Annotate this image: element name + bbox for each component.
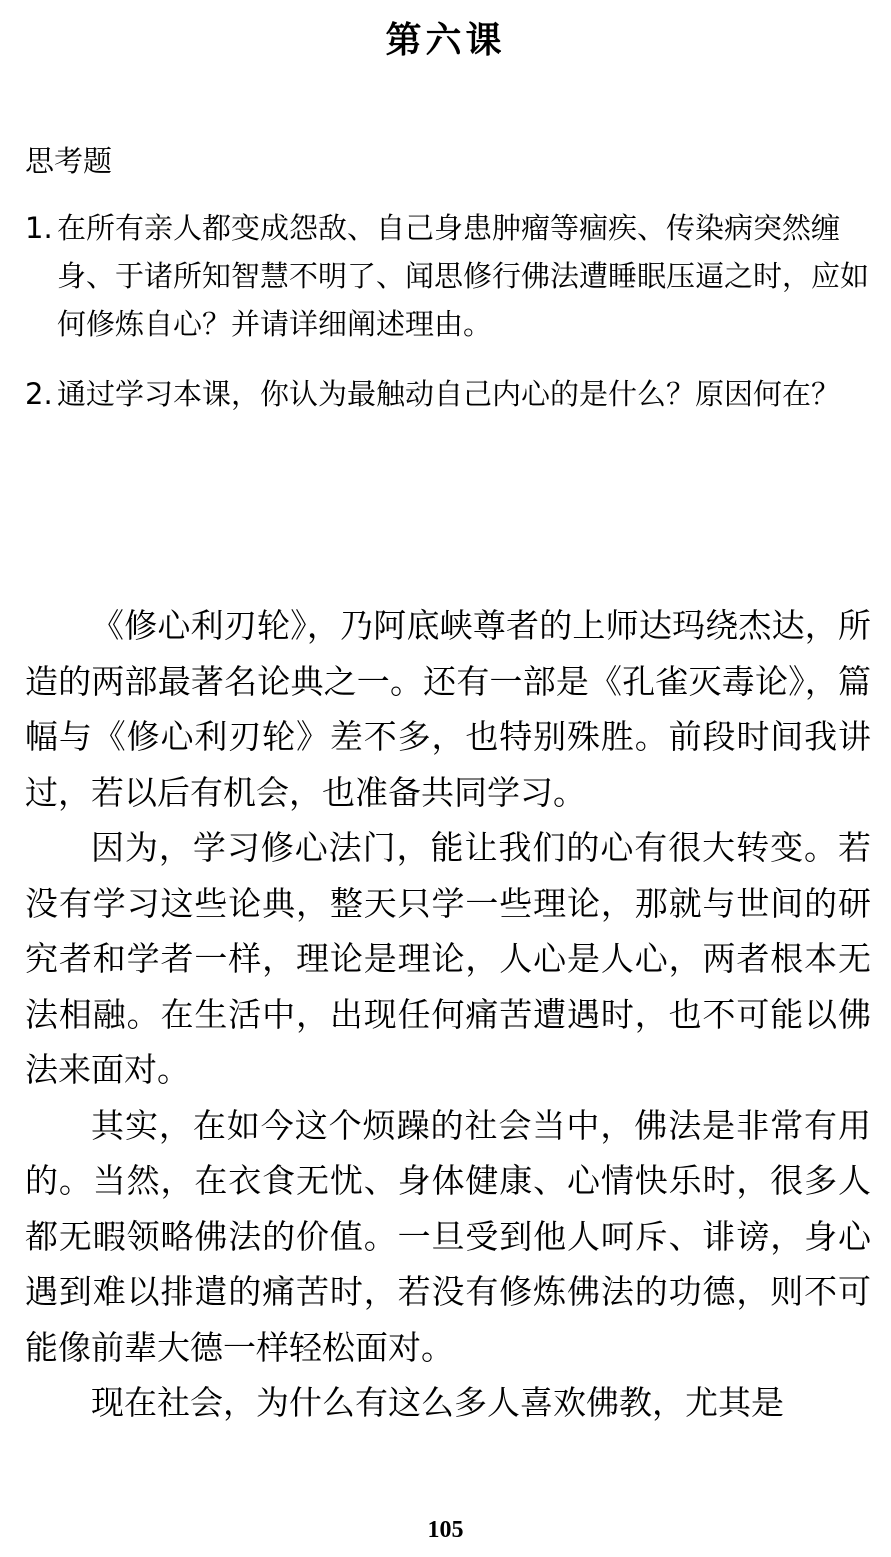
- body-paragraph: 《修心利刃轮》，乃阿底峡尊者的上师达玛绕杰达，所造的两部最著名论典之一。还有一部是《孔雀灭毒论》，篇幅与《修心利刃轮》差不多，也特别殊胜。前段时间我讲过，若以后有机会，也准备共同学习。: [25, 606, 871, 812]
- question-item: [25, 370, 871, 418]
- question-text: 在所有亲人都变成怨敌、自己身患肿瘤等痼疾、传染病突然缠身、于诸所知智慧不明了、闻思修行佛法遭睡眠压逼之时，应如何修炼自心？并请详细阐述理由。: [57, 211, 870, 341]
- question-item: [25, 204, 871, 348]
- lesson-body: [25, 598, 871, 1431]
- review-questions: [25, 138, 871, 440]
- page-number: 105: [427, 1517, 464, 1543]
- page-title: 第六课: [385, 19, 506, 61]
- question-number: 2.: [25, 377, 53, 411]
- question-number: 1.: [25, 211, 53, 245]
- question-text: 通过学习本课，你认为最触动自己内心的是什么？原因何在？: [57, 377, 841, 411]
- body-paragraph: 其实，在如今这个烦躁的社会当中，佛法是非常有用的。当然，在衣食无忧、身体健康、心情快乐时，很多人都无暇领略佛法的价值。一旦受到他人呵斥、诽谤，身心遇到难以排遣的痛苦时，若没有修炼佛法的功德，则不可能像前辈大德一样轻松面对。: [25, 1105, 871, 1367]
- body-paragraph: 因为，学习修心法门，能让我们的心有很大转变。若没有学习这些论典，整天只学一些理论，那就与世间的研究者和学者一样，理论是理论，人心是人心，两者根本无法相融。在生活中，出现任何痛苦遭遇时，也不可能以佛法来面对。: [25, 828, 871, 1089]
- body-paragraph: 现在社会，为什么有这么多人喜欢佛教，尤其是: [91, 1383, 784, 1422]
- questions-heading: 思考题: [25, 144, 113, 178]
